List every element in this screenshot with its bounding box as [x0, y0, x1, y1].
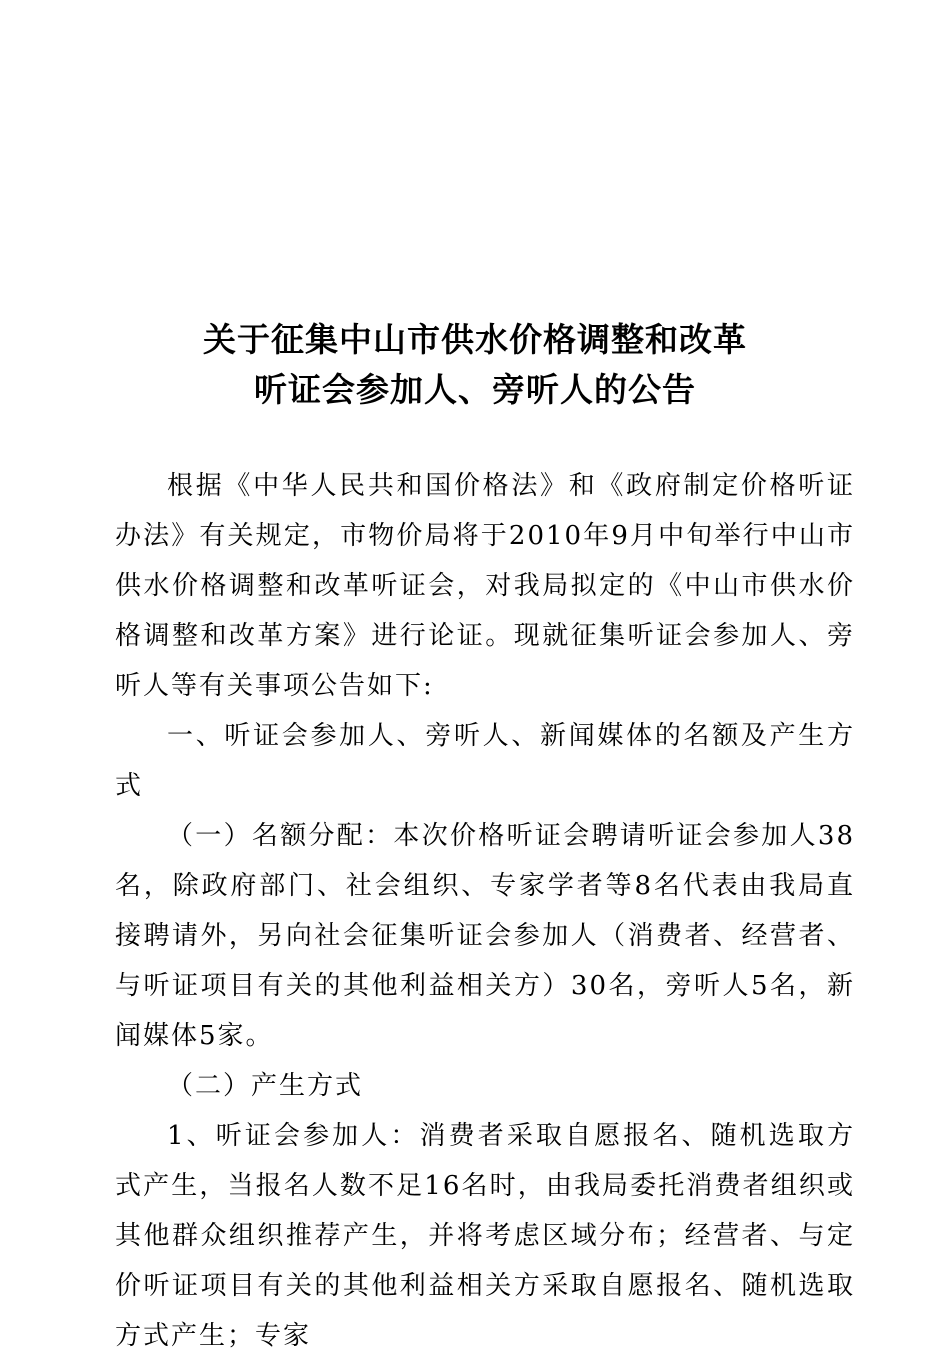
title-line-2: 听证会参加人、旁听人的公告: [254, 370, 696, 409]
document-body: [115, 461, 855, 1361]
paragraph-quota-allocation: （一）名额分配：本次价格听证会聘请听证会参加人38名，除政府部门、社会组织、专家学者等8名代表由我局直接聘请外，另向社会征集听证会参加人（消费者、经营者、与听证项目有关的其他利益相关方）30名，旁听人5名，新闻媒体5家。: [115, 821, 855, 1051]
document-title: [0, 315, 950, 415]
title-line-1: 关于征集中山市供水价格调整和改革: [203, 320, 747, 359]
paragraph-participants: 1、听证会参加人：消费者采取自愿报名、随机选取方式产生，当报名人数不足16名时，由我局委托消费者组织或其他群众组织推荐产生，并将考虑区域分布；经营者、与定价听证项目有关的其他利益相关方采取自愿报名、随机选取方式产生；专家: [115, 1121, 855, 1351]
paragraph-intro: 根据《中华人民共和国价格法》和《政府制定价格听证办法》有关规定，市物价局将于2010年9月中旬举行中山市供水价格调整和改革听证会，对我局拟定的《中山市供水价格调整和改革方案》进行论证。现就征集听证会参加人、旁听人等有关事项公告如下:: [115, 471, 855, 701]
paragraph-selection-method-heading: （二）产生方式: [167, 1071, 364, 1101]
paragraph-section-1-heading: 一、听证会参加人、旁听人、新闻媒体的名额及产生方式: [115, 721, 855, 801]
